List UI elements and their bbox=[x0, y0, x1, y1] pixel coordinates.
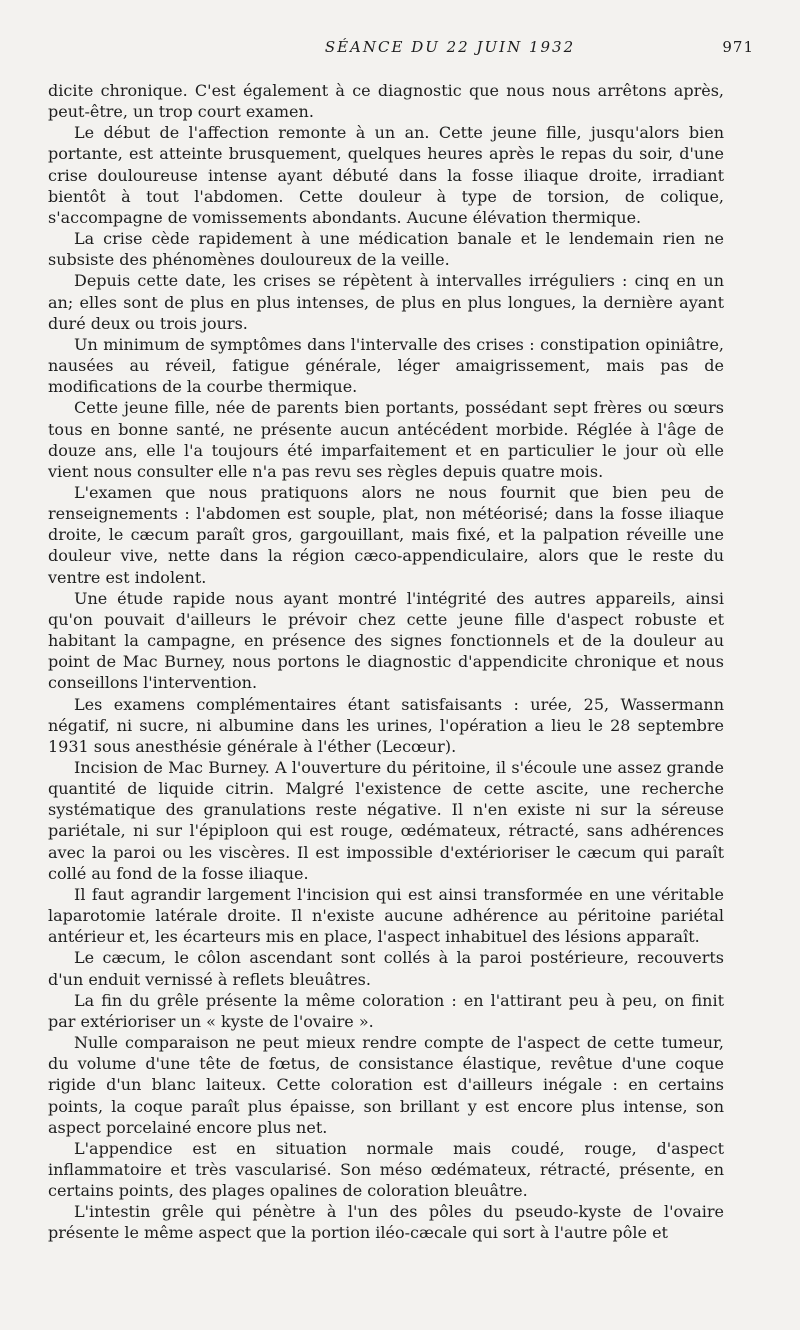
paragraph: Un minimum de symptômes dans l'intervalle des crises : constipation opiniâtre, nausées au réveil, fatigue générale, léger amaigrissement, mais pas de modifications de la courbe thermique. bbox=[48, 334, 724, 397]
running-title: SÉANCE DU 22 JUIN 1932 bbox=[324, 38, 576, 56]
paragraph: L'appendice est en situation normale mais coudé, rouge, d'aspect inflammatoire et très vascularisé. Son méso œdémateux, rétracté, présente, en certains points, des plages opalines de coloration bleuâtre. bbox=[48, 1138, 724, 1201]
paragraph: La crise cède rapidement à une médication banale et le lendemain rien ne subsiste des phénomènes douloureux de la veille. bbox=[48, 229, 724, 270]
page-number: 971 bbox=[722, 38, 754, 56]
paragraph: Incision de Mac Burney. A l'ouverture du péritoine, il s'écoule une assez grande quantité de liquide citrin. Malgré l'existence de cette ascite, une recherche systématique des granulations reste négative. Il n'en existe ni sur la séreuse pariétale, ni sur l'épiploon qui est rouge, œdémateux, rétracté, sans adhérences avec la paroi ou les viscères. Il est impossible d'extérioriser le cæcum qui paraît collé au fond de la fosse iliaque. bbox=[48, 758, 724, 883]
paragraph: Nulle comparaison ne peut mieux rendre compte de l'aspect de cette tumeur, du volume d'une tête de fœtus, de consistance élastique, revêtue d'une coque rigide d'un blanc laiteux. Cette coloration est d'ailleurs inégale : en certains points, la coque paraît plus épaisse, son brillant y est encore plus intense, son aspect porcelainé encore plus net. bbox=[48, 1033, 724, 1137]
running-header bbox=[46, 38, 754, 60]
paragraph: Une étude rapide nous ayant montré l'intégrité des autres appareils, ainsi qu'on pouvait d'ailleurs le prévoir chez cette jeune fille d'aspect robuste et habitant la campagne, en présence des signes fonctionnels et de la douleur au point de Mac Burney, nous portons le diagnostic d'appendicite chronique et nous conseillons l'intervention. bbox=[48, 588, 724, 693]
paragraph: L'intestin grêle qui pénètre à l'un des pôles du pseudo-kyste de l'ovaire présente le même aspect que la portion iléo-cæcale qui sort à l'autre pôle et bbox=[48, 1202, 724, 1243]
paragraph: Le cæcum, le côlon ascendant sont collés à la paroi postérieure, recouverts d'un enduit vernissé à reflets bleuâtres. bbox=[48, 948, 724, 989]
paragraph: dicite chronique. C'est également à ce diagnostic que nous nous arrêtons après, peut-être, un trop court examen. bbox=[48, 81, 724, 122]
paragraph: L'examen que nous pratiquons alors ne nous fournit que bien peu de renseignements : l'abdomen est souple, plat, non météorisé; dans la fosse iliaque droite, le cæcum paraît gros, gargouillant, mais fixé, et la palpation réveille une douleur vive, nette dans la région cæco-appendiculaire, alors que le reste du ventre est indolent. bbox=[48, 482, 724, 587]
paragraph: Le début de l'affection remonte à un an. Cette jeune fille, jusqu'alors bien portante, est atteinte brusquement, quelques heures après le repas du soir, d'une crise douloureuse intense ayant débuté dans la fosse iliaque droite, irradiant bientôt à tout l'abdomen. Cette douleur à type de torsion, de colique, s'accompagne de vomissements abondants. Aucune élévation thermique. bbox=[48, 123, 724, 227]
paragraph: Depuis cette date, les crises se répètent à intervalles irréguliers : cinq en un an; elles sont de plus en plus intenses, de plus en plus longues, la dernière ayant duré deux ou trois jours. bbox=[48, 271, 724, 333]
paragraph: Les examens complémentaires étant satisfaisants : urée, 25, Wassermann négatif, ni sucre, ni albumine dans les urines, l'opération a lieu le 28 septembre 1931 sous anesthésie générale à l'éther (Lecœur). bbox=[48, 694, 724, 756]
paragraph: Il faut agrandir largement l'incision qui est ainsi transformée en une véritable laparotomie latérale droite. Il n'existe aucune adhérence au péritoine pariétal antérieur et, les écarteurs mis en place, l'aspect inhabituel des lésions apparaît. bbox=[48, 884, 724, 947]
paragraph: La fin du grêle présente la même coloration : en l'attirant peu à peu, on finit par extérioriser un « kyste de l'ovaire ». bbox=[48, 990, 724, 1031]
body-text bbox=[48, 80, 724, 1244]
paragraph: Cette jeune fille, née de parents bien portants, possédant sept frères ou sœurs tous en bonne santé, ne présente aucun antécédent morbide. Réglée à l'âge de douze ans, elle l'a toujours été imparfaitement et en particulier le jour où elle vient nous consulter elle n'a pas revu ses règles depuis quatre mois. bbox=[48, 398, 724, 481]
